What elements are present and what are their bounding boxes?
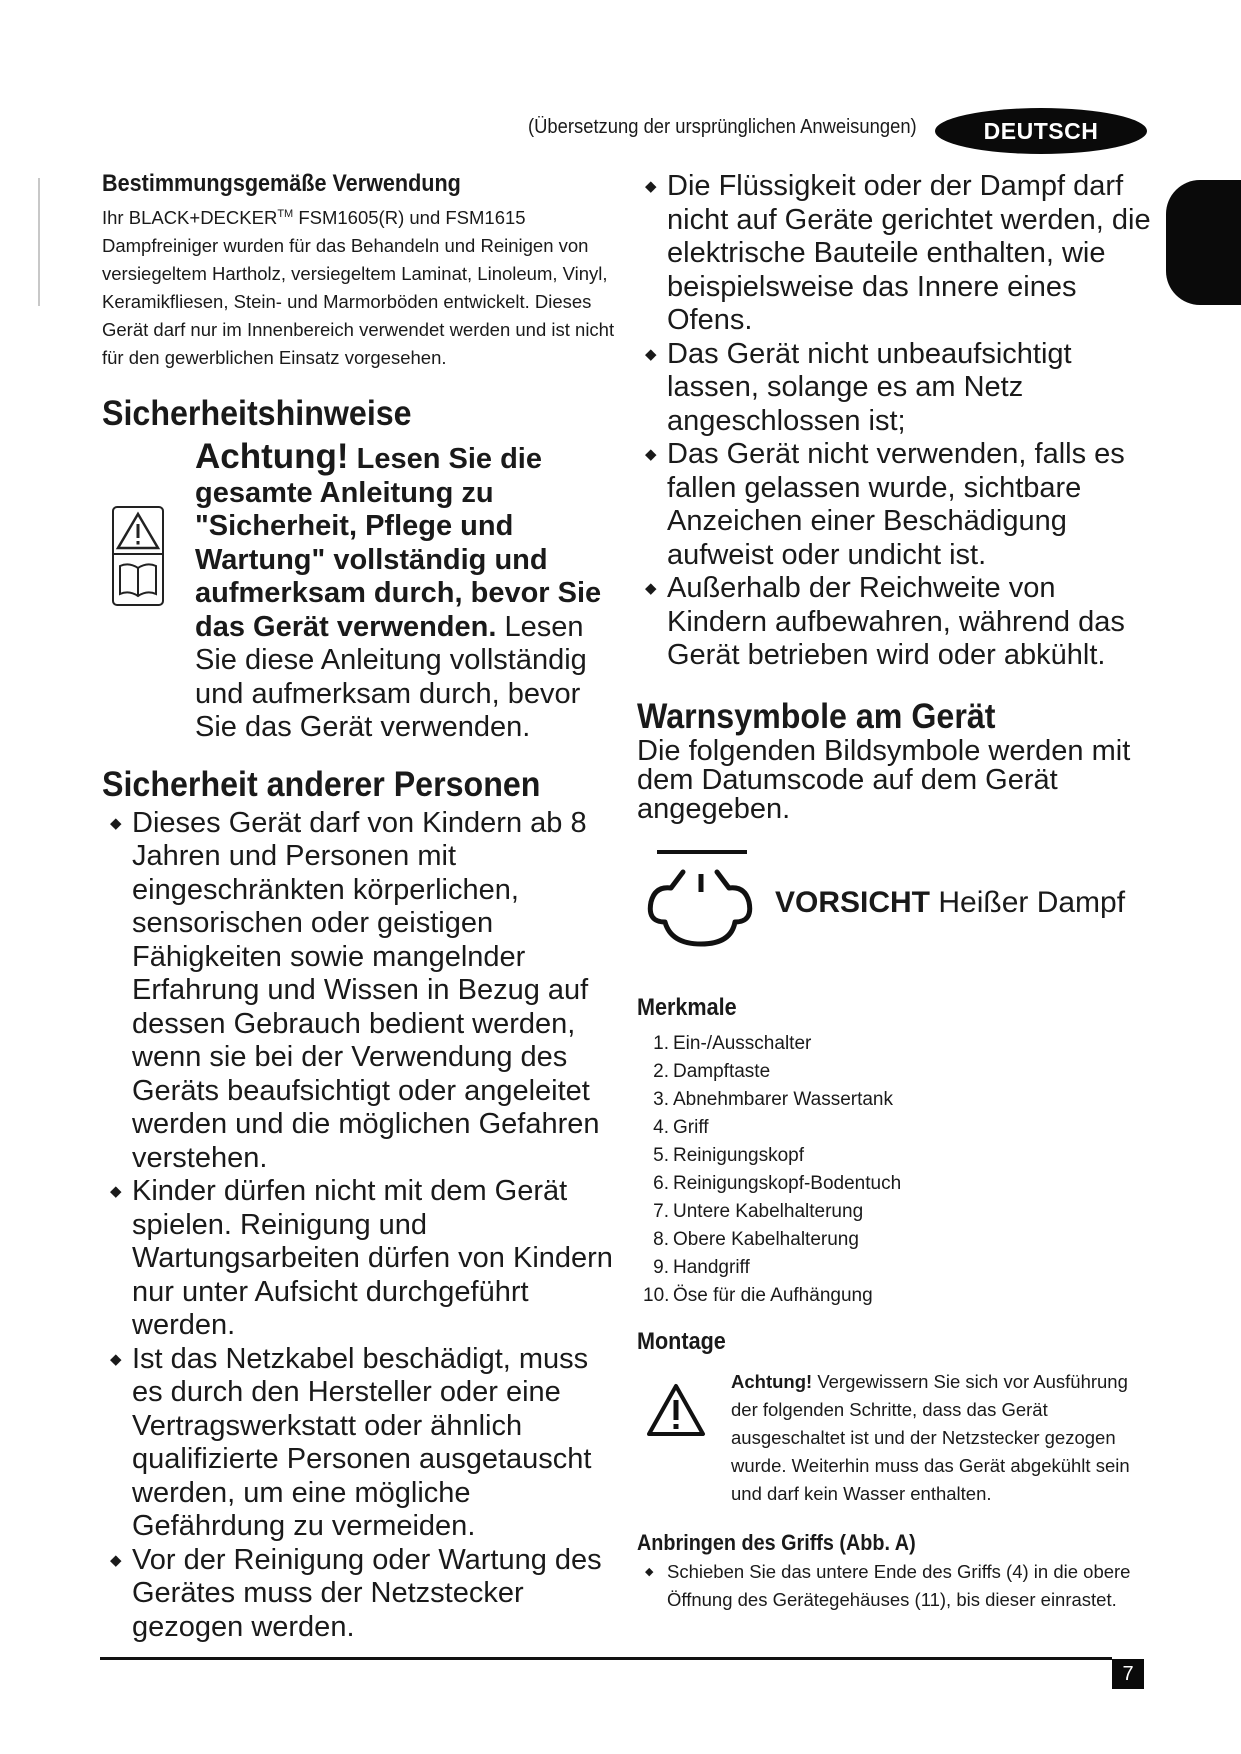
list-item: 9. Handgriff bbox=[653, 1256, 750, 1278]
warning-icons bbox=[112, 506, 164, 611]
attach-handle-list bbox=[637, 1558, 1157, 1614]
right-column bbox=[637, 170, 1157, 1614]
assembly-warning-text: Achtung! Vergewissern Sie sich vor Ausführung der folgenden Schritte, dass das Gerät ausgeschaltet ist und der Netzstecker gezogen wurde. Weiterhin muss das Gerät abgekühlt sein und darf kein Wasser enthalten. bbox=[731, 1370, 1130, 1504]
features-list bbox=[643, 1030, 1157, 1310]
safety-warning-block bbox=[102, 437, 622, 745]
list-item: 5. Reinigungskopf bbox=[653, 1144, 804, 1166]
list-item: ◆ Dieses Gerät darf von Kindern ab 8 Jahren und Personen mit eingeschränkten körperlichen, sensorischen oder geistigen Fähigkeiten sowie mangelnder Erfahrung und Wissen in Bezug auf dessen Gebrauch bedient werden, wenn sie bei der Verwendung des Geräts beaufsichtigt oder angeleitet werden und die möglichen Gefahren verstehen. bbox=[110, 806, 600, 1174]
warning-symbols-intro: Die folgenden Bildsymbole werden mit dem Datumscode auf dem Gerät angegeben. bbox=[637, 734, 1131, 825]
warning-triangle-icon bbox=[645, 1382, 707, 1438]
document-subtitle: (Übersetzung der ursprünglichen Anweisungen) bbox=[528, 116, 917, 138]
bullet-diamond-icon: ◆ bbox=[645, 580, 657, 597]
bullet-diamond-icon: ◆ bbox=[110, 1551, 122, 1569]
list-item: ◆ Außerhalb der Reichweite von Kindern aufbewahren, während das Gerät betrieben wird oder abkühlt. bbox=[645, 572, 1125, 671]
intended-use-text: Ihr BLACK+DECKER™ FSM1605(R) und FSM1615 Dampfreiniger wurden für das Behandeln und Reinigen von versiegeltem Hartholz, versiegeltem Laminat, Linoleum, Vinyl, Keramikfliesen, Stein- und Marmorböden entwickelt. Dieses Gerät darf nur im Innenbereich verwendet werden und ist nicht für den gewerblichen Einsatz vorgesehen. bbox=[102, 207, 615, 369]
others-safety-list bbox=[102, 807, 622, 1645]
hot-steam-symbol-row bbox=[637, 848, 1157, 958]
list-item: 4. Griff bbox=[653, 1116, 709, 1138]
list-item: 3. Abnehmbarer Wassertank bbox=[653, 1088, 894, 1110]
list-item: ◆ Kinder dürfen nicht mit dem Gerät spielen. Reinigung und Wartungsarbeiten dürfen von Kindern nur unter Aufsicht durchgeführt werden. bbox=[110, 1175, 613, 1342]
bullet-diamond-icon: ◆ bbox=[110, 1350, 122, 1368]
list-item: 7. Untere Kabelhalterung bbox=[653, 1200, 864, 1222]
assembly-heading: Montage bbox=[637, 1327, 726, 1355]
safety-warning-text: Achtung! Lesen Sie die gesamte Anleitung zu "Sicherheit, Pflege und Wartung" vollständig und aufmerksam durch, bevor Sie das Gerät verwenden. Lesen Sie diese Anleitung vollständig und aufmerksam durch, bevor Sie das Gerät verwenden. bbox=[195, 437, 602, 744]
bullet-diamond-icon: ◆ bbox=[110, 814, 122, 832]
list-item: ◆ Ist das Netzkabel beschädigt, muss es durch den Hersteller oder eine Vertragswerkstatt oder ähnlich qualifizierte Personen ausgetauscht werden, um eine mögliche Gefährdung zu vermeiden. bbox=[110, 1342, 592, 1543]
warning-triangle-read-manual-icon bbox=[112, 506, 164, 606]
warning-symbols-heading: Warnsymbole am Gerät bbox=[637, 696, 996, 736]
bullet-diamond-icon: ◆ bbox=[645, 1565, 654, 1578]
bullet-diamond-icon: ◆ bbox=[110, 1183, 122, 1201]
list-item: 2. Dampftaste bbox=[653, 1060, 771, 1082]
list-item: ◆ Schieben Sie das untere Ende des Griffs (4) in die obere Öffnung des Gerätegehäuses (11), bis dieser einrastet. bbox=[637, 1558, 1157, 1614]
margin-rule bbox=[38, 178, 40, 306]
list-item: 6. Reinigungskopf-Bodentuch bbox=[653, 1172, 902, 1194]
list-item: ◆ Das Gerät nicht verwenden, falls es fallen gelassen wurde, sichtbare Anzeichen einer Beschädigung aufweist oder undicht ist. bbox=[645, 438, 1125, 571]
list-item: ◆ Das Gerät nicht unbeaufsichtigt lassen, solange es am Netz angeschlossen ist; bbox=[645, 337, 1072, 437]
list-item: 1. Ein-/Ausschalter bbox=[653, 1032, 812, 1054]
language-badge: DEUTSCH bbox=[935, 108, 1147, 154]
bullet-diamond-icon: ◆ bbox=[645, 178, 657, 195]
list-item: ◆ Die Flüssigkeit oder der Dampf darf nicht auf Geräte gerichtet werden, die elektrische Bauteile enthalten, wie beispielsweise das Innere eines Ofens. bbox=[645, 170, 1151, 336]
attach-handle-heading: Anbringen des Griffs (Abb. A) bbox=[637, 1529, 916, 1555]
list-item: 8. Obere Kabelhalterung bbox=[653, 1228, 859, 1250]
assembly-warning bbox=[637, 1368, 1157, 1508]
bullet-diamond-icon: ◆ bbox=[645, 345, 657, 363]
others-safety-heading: Sicherheit anderer Personen bbox=[102, 764, 541, 804]
hot-steam-caption: VORSICHT Heißer Dampf bbox=[775, 885, 1126, 919]
bullet-diamond-icon: ◆ bbox=[645, 446, 657, 463]
page-number: 7 bbox=[1112, 1659, 1144, 1689]
hot-steam-icon bbox=[637, 848, 757, 958]
list-item: 10. Öse für die Aufhängung bbox=[643, 1284, 873, 1306]
intended-use-heading: Bestimmungsgemäße Verwendung bbox=[102, 170, 461, 197]
section-side-tab bbox=[1166, 180, 1241, 305]
features-heading: Merkmale bbox=[637, 993, 737, 1021]
list-item: ◆ Vor der Reinigung oder Wartung des Gerätes muss der Netzstecker gezogen werden. bbox=[110, 1543, 602, 1643]
safety-bullets-continued bbox=[637, 170, 1157, 673]
left-column bbox=[102, 170, 622, 1644]
safety-heading: Sicherheitshinweise bbox=[102, 394, 412, 434]
footer-rule bbox=[100, 1657, 1112, 1660]
